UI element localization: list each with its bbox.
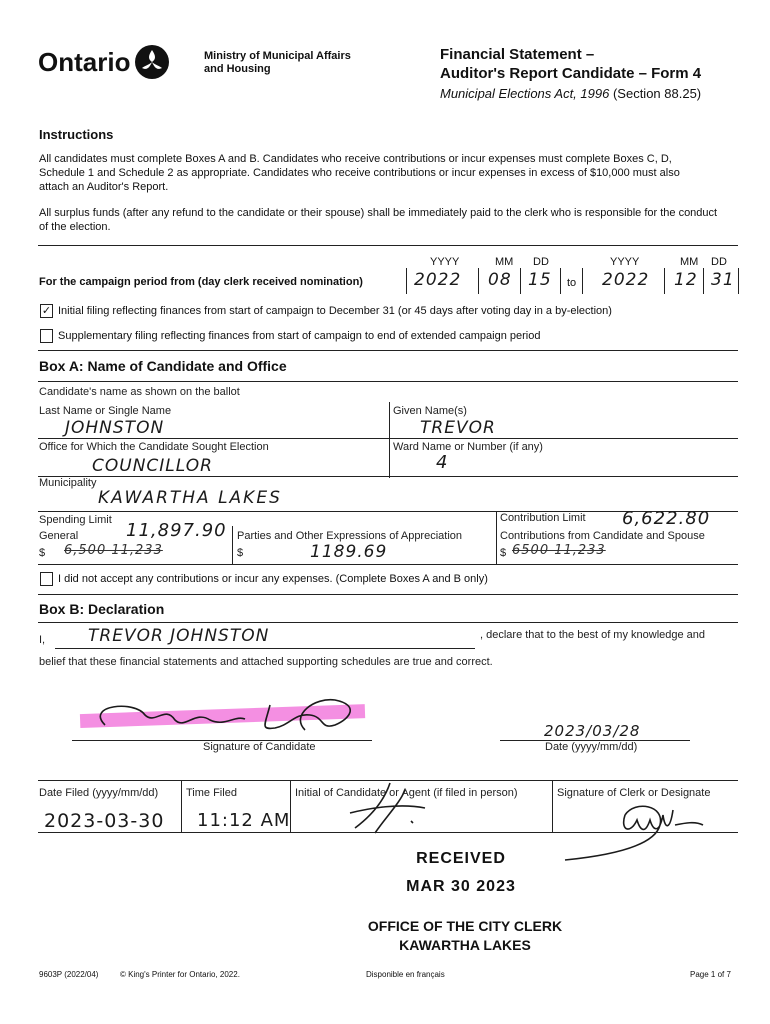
signature-highlight: [80, 704, 365, 728]
copyright: © King's Printer for Ontario, 2022.: [120, 970, 240, 979]
clerk-signature-label: Signature of Clerk or Designate: [557, 787, 711, 799]
contribution-limit-label: Contribution Limit: [500, 512, 586, 524]
belief-text: belief that these financial statements and attached supporting schedules are true and correct.: [39, 656, 493, 668]
spending-limit-label: Spending Limit: [39, 514, 112, 526]
general-dollar: $: [39, 547, 46, 559]
form-code: 9603P (2022/04): [39, 970, 99, 979]
contrib-dollar: $: [500, 547, 507, 559]
initial-filing-checkbox[interactable]: ✓: [41, 305, 52, 317]
ward-value[interactable]: 4: [436, 452, 449, 473]
stamp-city: KAWARTHA LAKES: [399, 937, 531, 953]
form-title-line2: Auditor's Report Candidate – Form 4: [440, 65, 702, 82]
candidate-signature[interactable]: [75, 695, 375, 745]
received-stamp: [360, 850, 570, 953]
time-filed-label: Time Filed: [186, 787, 237, 799]
no-contributions-label: I did not accept any contributions or incur any expenses. (Complete Boxes A and B only): [58, 573, 488, 585]
divider: [38, 245, 738, 246]
act-reference: [440, 86, 701, 101]
trillium-icon: [134, 44, 170, 80]
initial-agent-label: Initial of Candidate or Agent (if filed in person): [295, 787, 518, 799]
parties-value[interactable]: 1189.69: [310, 542, 388, 562]
last-name-value[interactable]: JOHNSTON: [65, 418, 165, 438]
period-to-dd-header: DD: [711, 256, 727, 268]
time-filed-value[interactable]: 11:12 AM: [197, 810, 291, 831]
municipality-value[interactable]: KAWARTHA LAKES: [98, 488, 282, 508]
agent-initials[interactable]: [345, 778, 435, 838]
instructions-para1: All candidates must complete Boxes A and B. Candidates who receive contributions or incur expenses must complete Boxes C, D, Schedule 1 and Schedule 2 as appropriate. Candidates who receive contributions or incur expenses in excess of $10,000 must also attach an Auditor's Report.: [39, 153, 680, 193]
date-filed-value[interactable]: 2023-03-30: [44, 810, 165, 832]
given-names-label: Given Name(s): [393, 405, 467, 417]
box-a-title: Box A: Name of Candidate and Office: [39, 358, 287, 374]
from-month[interactable]: 08: [488, 270, 512, 290]
declaration-date-label: Date (yyyy/mm/dd): [545, 741, 638, 753]
ontario-logo: [38, 44, 170, 80]
instructions-para2: All surplus funds (after any refund to the candidate or their spouse) shall be immediately paid to the clerk who is responsible for the conduct of the election.: [39, 207, 718, 233]
signature-label: Signature of Candidate: [203, 741, 316, 753]
municipality-label: Municipality: [39, 477, 97, 489]
period-to-yyyy-header: YYYY: [610, 256, 640, 268]
to-label: to: [567, 277, 577, 289]
to-month[interactable]: 12: [674, 270, 698, 290]
last-name-label: Last Name or Single Name: [39, 405, 172, 417]
name-ballot-label: Candidate's name as shown on the ballot: [39, 386, 240, 398]
clerk-signature[interactable]: [555, 795, 705, 865]
declaration-i: I,: [39, 634, 46, 646]
from-day[interactable]: 15: [528, 270, 552, 290]
contrib-struck-value: 6500 11,233: [512, 543, 606, 558]
declare-text: , declare that to the best of my knowledge and: [480, 629, 706, 641]
general-struck-value: 6,500 11,233: [64, 543, 163, 558]
form-title: [440, 46, 701, 101]
from-year[interactable]: 2022: [414, 270, 462, 290]
no-contributions-checkbox[interactable]: [40, 572, 53, 586]
stamp-received: RECEIVED: [416, 850, 506, 867]
supplementary-filing-label: Supplementary filing reflecting finances from start of campaign to end of extended campaign period: [58, 330, 541, 342]
contrib-candidate-label: Contributions from Candidate and Spouse: [500, 530, 705, 542]
general-label: General: [39, 530, 79, 542]
given-names-value[interactable]: TREVOR: [420, 418, 496, 438]
act-name: Municipal Elections Act, 1996: [440, 86, 610, 101]
french-available: Disponible en français: [366, 970, 445, 979]
date-filed-label: Date Filed (yyyy/mm/dd): [39, 787, 159, 799]
period-mm-header: MM: [495, 256, 514, 268]
page-number: Page 1 of 7: [690, 970, 731, 979]
stamp-office: OFFICE OF THE CITY CLERK: [367, 918, 563, 934]
form-title-line1: Financial Statement –: [440, 46, 595, 63]
contribution-limit-value[interactable]: 6,622.80: [622, 508, 711, 529]
to-year[interactable]: 2022: [602, 270, 650, 290]
ward-label: Ward Name or Number (if any): [393, 441, 543, 453]
office-value[interactable]: COUNCILLOR: [92, 456, 213, 476]
period-to-mm-header: MM: [680, 256, 699, 268]
initial-filing-label: Initial filing reflecting finances from start of campaign to December 31 (or 45 days after voting day in a by-election): [58, 305, 612, 317]
general-value[interactable]: 11,897.90: [126, 520, 227, 541]
box-b-title: Box B: Declaration: [39, 601, 165, 617]
period-dd-header: DD: [533, 256, 549, 268]
period-label: For the campaign period from (day clerk received nomination): [39, 276, 363, 288]
period-yyyy-header: YYYY: [430, 256, 460, 268]
instructions-heading: Instructions: [39, 127, 114, 142]
parties-dollar: $: [237, 547, 244, 559]
act-section: (Section 88.25): [612, 86, 702, 101]
parties-label: Parties and Other Expressions of Appreciation: [237, 530, 463, 542]
logo-wordmark: Ontario: [38, 46, 131, 77]
declarant-value[interactable]: TREVOR JOHNSTON: [88, 626, 270, 646]
to-day[interactable]: 31: [711, 270, 735, 290]
ministry-name: Ministry of Municipal Affairs and Housing: [204, 50, 351, 75]
supplementary-filing-checkbox[interactable]: [40, 329, 53, 343]
declaration-date-value[interactable]: 2023/03/28: [544, 722, 641, 740]
office-label: Office for Which the Candidate Sought Election: [39, 441, 269, 453]
stamp-date: MAR 30 2023: [406, 878, 516, 895]
